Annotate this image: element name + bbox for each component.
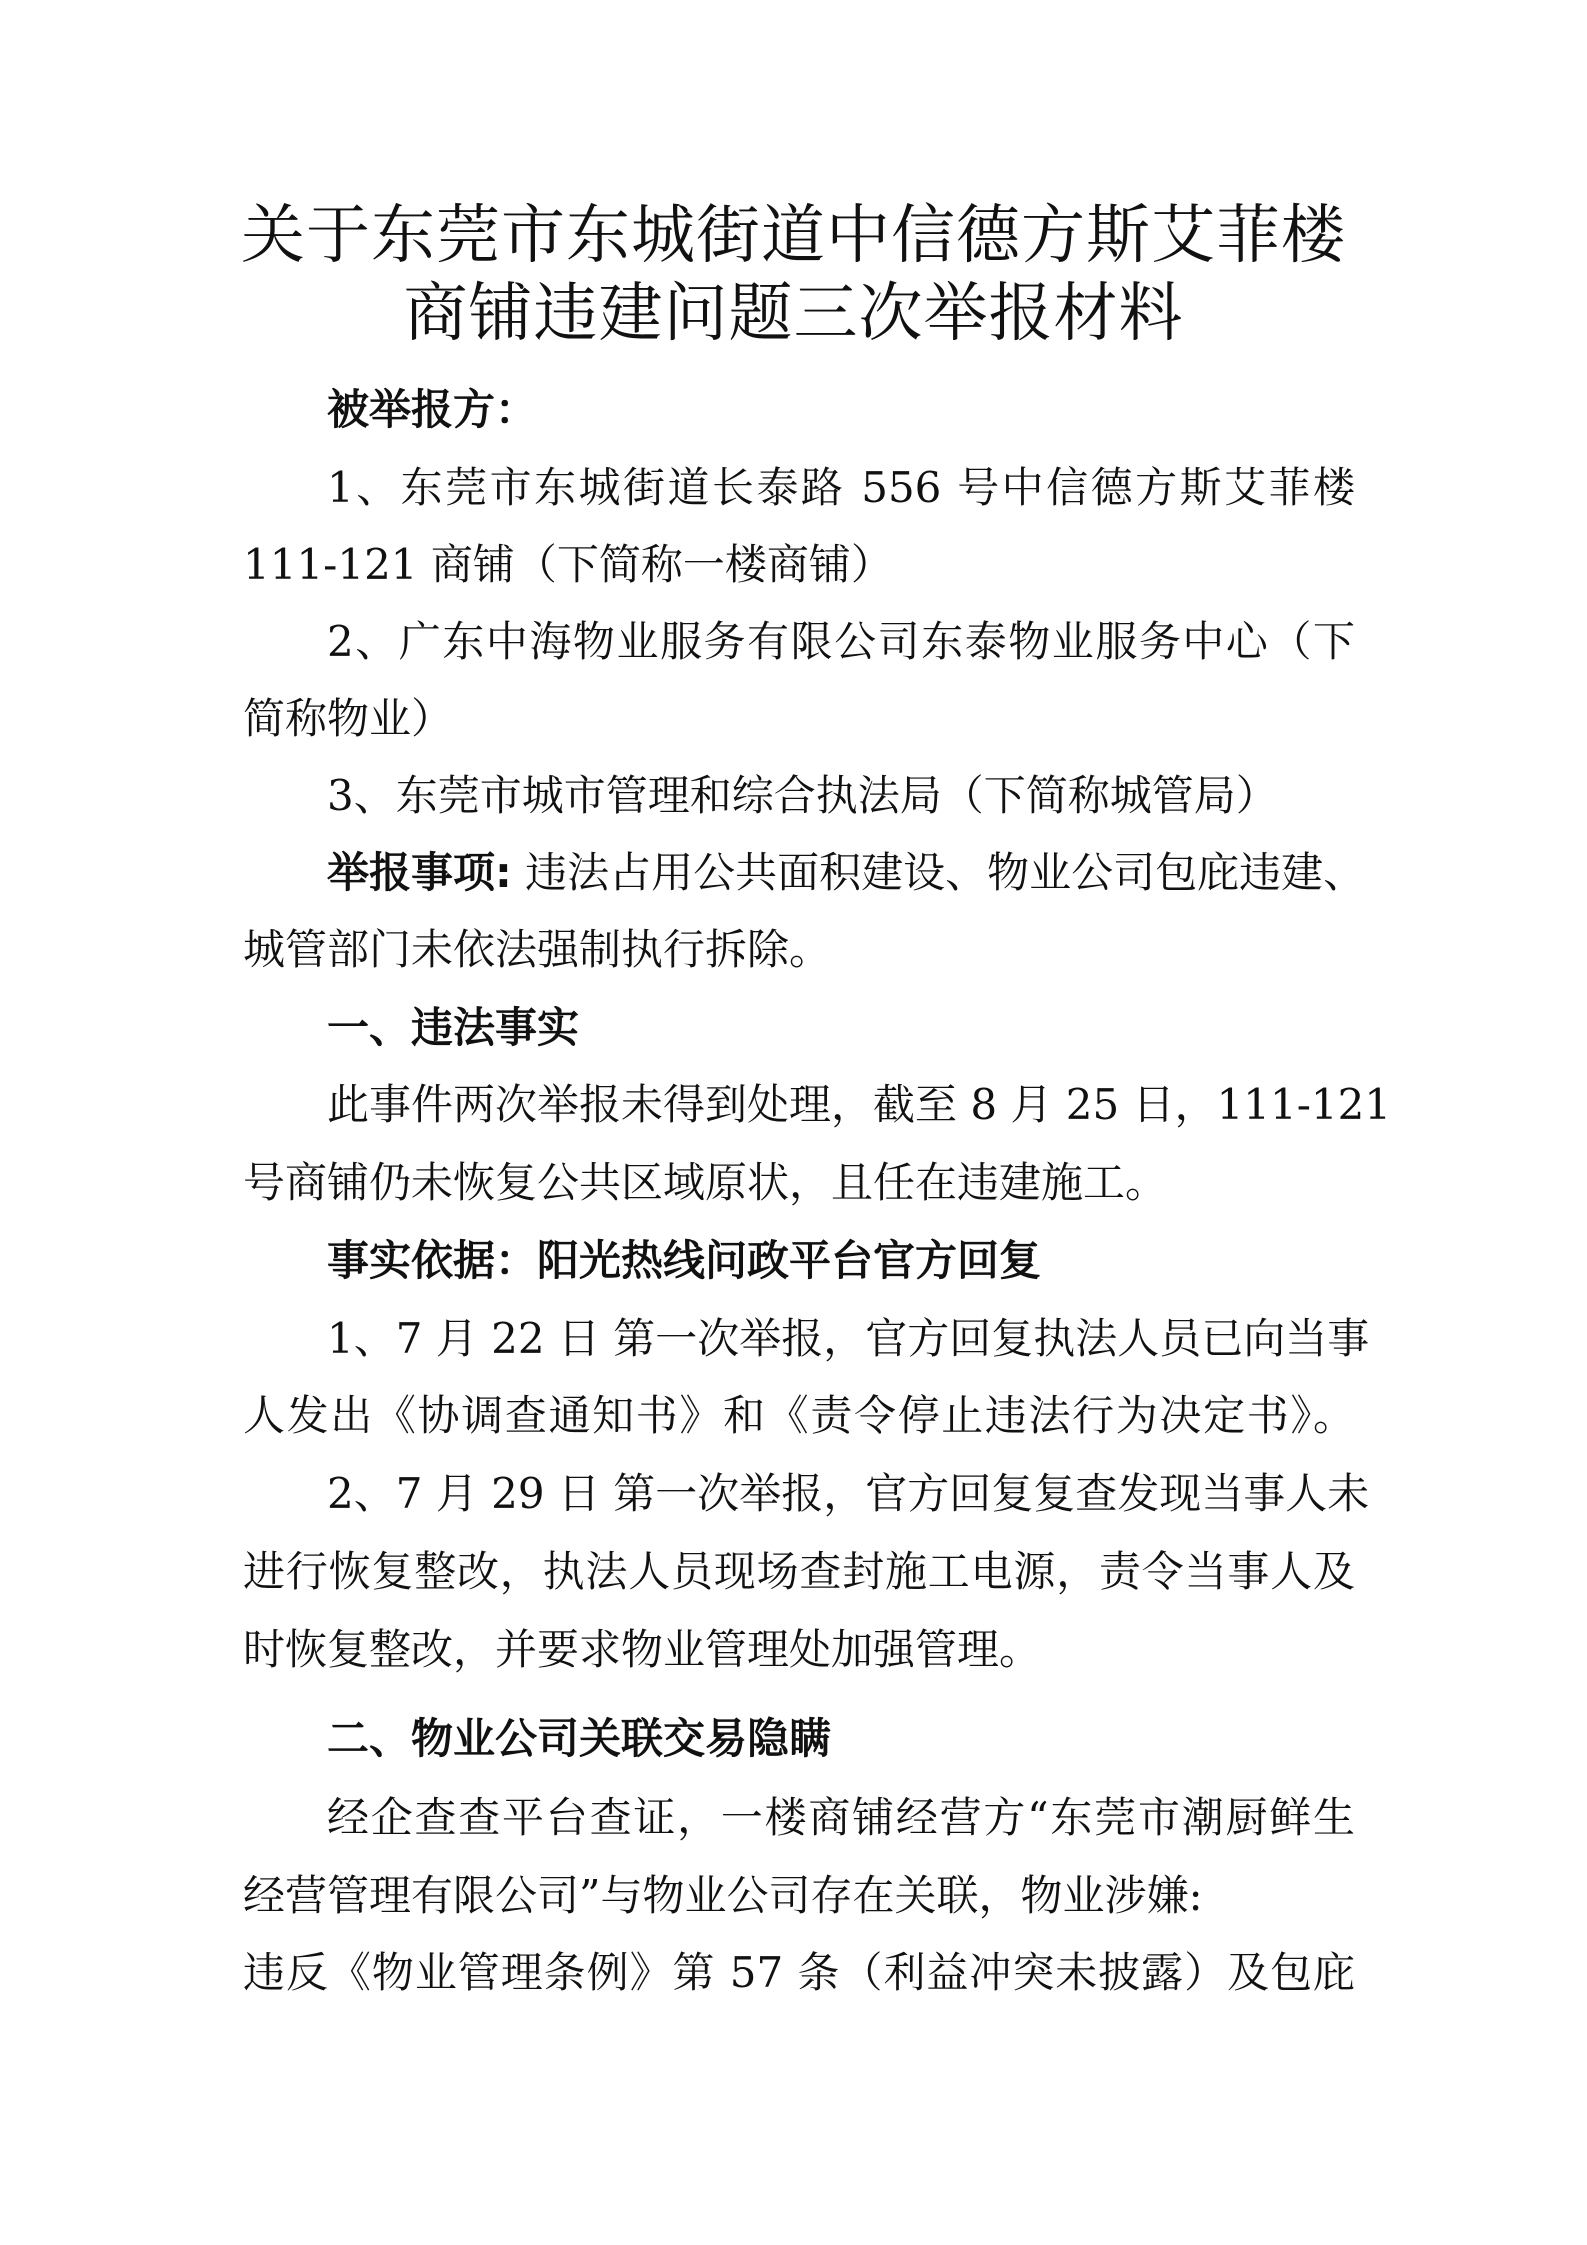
section-1-para-line-a: 此事件两次举报未得到处理，截至 8 月 25 日，111-121 xyxy=(327,1080,1392,1129)
matters-line-a xyxy=(327,845,1365,901)
reply-1-line-a: 1、7 月 22 日 第一次举报，官方回复执法人员已向当事 xyxy=(327,1314,1370,1363)
document-title-line-1: 关于东莞市东城街道中信德方斯艾菲楼 xyxy=(241,199,1346,273)
section-1-para-line-b: 号商铺仍未恢复公共区域原状，且任在违建施工。 xyxy=(243,1158,1168,1207)
respondent-3: 3、东莞市城市管理和综合执法局（下简称城管局） xyxy=(327,771,1278,820)
reply-2-line-a: 2、7 月 29 日 第一次举报，官方回复复查发现当事人未 xyxy=(327,1469,1370,1518)
respondents-label: 被举报方： xyxy=(327,385,538,434)
matters-text-a: 违法占用公共面积建设、物业公司包庇违建、 xyxy=(511,848,1366,897)
section-2-heading: 二、物业公司关联交易隐瞒 xyxy=(327,1714,832,1763)
matters-label: 举报事项: xyxy=(327,848,512,897)
respondent-2-line-b: 简称物业） xyxy=(243,694,454,743)
section-2-para-line-a: 经企查查平台查证，一楼商铺经营方“东莞市潮厨鲜生 xyxy=(327,1793,1355,1842)
reply-1-line-b: 人发出《协调查通知书》和《责令停止违法行为决定书》。 xyxy=(243,1391,1355,1440)
section-2-para-line-b: 经营管理有限公司”与物业公司存在关联，物业涉嫌: xyxy=(243,1871,1203,1920)
respondent-2-line-a: 2、广东中海物业服务有限公司东泰物业服务中心（下 xyxy=(327,617,1355,666)
section-2-para-line-c: 违反《物业管理条例》第 57 条（利益冲突未披露）及包庇 xyxy=(243,1948,1355,1997)
section-1-heading: 一、违法事实 xyxy=(327,1003,580,1052)
respondent-1-line-b: 111-121 商铺（下简称一楼商铺） xyxy=(243,540,893,589)
reply-2-line-c: 时恢复整改，并要求物业管理处加强管理。 xyxy=(243,1625,1042,1674)
reply-2-line-b: 进行恢复整改，执法人员现场查封施工电源，责令当事人及 xyxy=(243,1547,1355,1596)
fact-basis-label: 事实依据：阳光热线问政平台官方回复 xyxy=(327,1236,1042,1285)
respondent-1-line-a: 1、东莞市东城街道长泰路 556 号中信德方斯艾菲楼 xyxy=(327,463,1355,512)
document-title-line-2: 商铺违建问题三次举报材料 xyxy=(403,277,1184,351)
matters-line-b: 城管部门未依法强制执行拆除。 xyxy=(243,925,832,974)
